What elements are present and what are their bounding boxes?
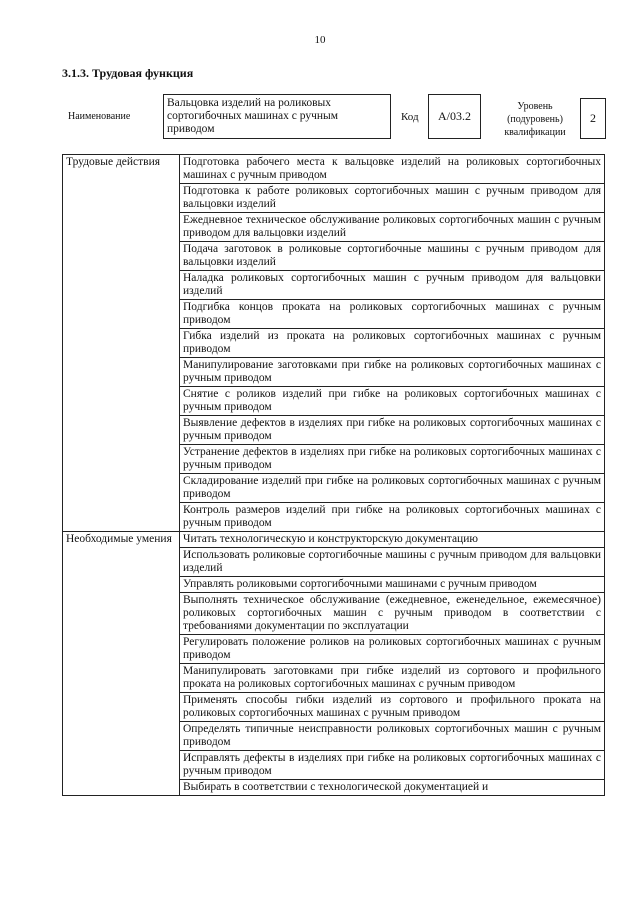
code-value-box: A/03.2 — [428, 94, 481, 139]
labor-actions-item: Наладка роликовых сортогибочных машин с ручным приводом для вальцовки изделий — [180, 271, 605, 300]
labor-actions-item: Подача заготовок в роликовые сортогибочные машины с ручным приводом для вальцовки изделий — [180, 242, 605, 271]
level-label — [492, 100, 578, 139]
function-table — [62, 154, 605, 796]
level-value-box: 2 — [580, 98, 606, 139]
labor-actions-item: Подгибка концов проката на роликовых сортогибочных машинах с ручным приводом — [180, 300, 605, 329]
level-label-line-1: Уровень — [517, 101, 553, 112]
required-skills-item: Исправлять дефекты в изделиях при гибке на роликовых сортогибочных машинах с ручным приводом — [180, 751, 605, 780]
required-skills-item: Регулировать положение роликов на роликовых сортогибочных машинах с ручным приводом — [180, 635, 605, 664]
required-skills-item: Выбирать в соответствии с технологической документацией и — [180, 780, 605, 796]
function-name-box: Вальцовка изделий на роликовых сортогибочных машинах с ручным приводом — [163, 94, 391, 139]
required-skills-item: Манипулировать заготовками при гибке изделий из сортового и профильного проката на роликовых сортогибочных машинах с ручным приводом — [180, 664, 605, 693]
labor-actions-row — [63, 155, 605, 184]
labor-actions-item: Подготовка к работе роликовых сортогибочных машин с ручным приводом для вальцовки изделий — [180, 184, 605, 213]
required-skills-item: Определять типичные неисправности роликовых сортогибочных машин с ручным приводом — [180, 722, 605, 751]
labor-actions-item: Ежедневное техническое обслуживание роликовых сортогибочных машин с ручным приводом для вальцовки изделий — [180, 213, 605, 242]
section-title: 3.1.3. Трудовая функция — [62, 66, 194, 80]
name-label: Наименование — [68, 111, 131, 122]
labor-actions-item: Складирование изделий при гибке на роликовых сортогибочных машинах с ручным приводом — [180, 474, 605, 503]
required-skills-item: Использовать роликовые сортогибочные машины с ручным приводом для вальцовки изделий — [180, 548, 605, 577]
page-number: 10 — [314, 34, 326, 46]
page-bottom-margin — [62, 860, 640, 904]
labor-actions-item: Контроль размеров изделий при гибке на роликовых сортогибочных машинах с ручным приводом — [180, 503, 605, 532]
code-label: Код — [401, 111, 419, 123]
required-skills-item: Управлять роликовыми сортогибочными машинами с ручным приводом — [180, 577, 605, 593]
labor-actions-item: Устранение дефектов в изделиях при гибке на роликовых сортогибочных машинах с ручным приводом — [180, 445, 605, 474]
required-skills-label: Необходимые умения — [63, 532, 180, 796]
labor-actions-item: Выявление дефектов в изделиях при гибке на роликовых сортогибочных машинах с ручным приводом — [180, 416, 605, 445]
required-skills-item: Применять способы гибки изделий из сортового и профильного проката на роликовых сортогибочных машинах с ручным приводом — [180, 693, 605, 722]
labor-actions-item: Гибка изделий из проката на роликовых сортогибочных машинах с ручным приводом — [180, 329, 605, 358]
required-skills-item: Читать технологическую и конструкторскую документацию — [180, 532, 605, 548]
labor-actions-item: Снятие с роликов изделий при гибке на роликовых сортогибочных машинах с ручным приводом — [180, 387, 605, 416]
labor-actions-label: Трудовые действия — [63, 155, 180, 532]
level-label-line-2: (подуровень) — [507, 114, 563, 125]
function-table-body — [63, 155, 605, 796]
level-label-line-3: квалификации — [504, 127, 566, 138]
required-skills-item: Выполнять техническое обслуживание (ежедневное, еженедельное, ежемесячное) роликовых сортогибочных машин с ручным приводом в соответствии с требованиями документации по эксплуатации — [180, 593, 605, 635]
labor-actions-item: Манипулирование заготовками при гибке на роликовых сортогибочных машинах с ручным приводом — [180, 358, 605, 387]
labor-actions-item: Подготовка рабочего места к вальцовке изделий на роликовых сортогибочных машинах с ручным приводом — [180, 155, 605, 184]
required-skills-row — [63, 532, 605, 548]
